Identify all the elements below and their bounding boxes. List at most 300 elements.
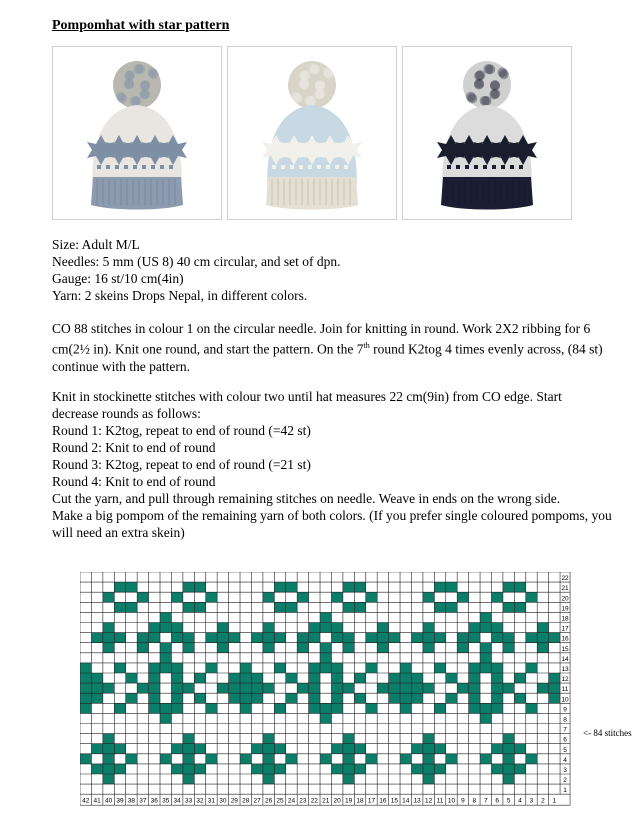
chart-stitch bbox=[526, 703, 537, 713]
chart-stitch bbox=[514, 744, 525, 754]
chart-stitch bbox=[137, 683, 148, 693]
chart-stitch bbox=[80, 703, 91, 713]
chart-stitch bbox=[126, 693, 137, 703]
chart-stitch bbox=[526, 592, 537, 602]
chart-stitch bbox=[423, 744, 434, 754]
chart-stitch bbox=[331, 592, 342, 602]
column-label: 13 bbox=[413, 797, 421, 805]
chart-stitch bbox=[251, 673, 262, 683]
row-label: 3 bbox=[563, 767, 567, 774]
chart-stitch bbox=[114, 602, 125, 612]
chart-stitch bbox=[503, 734, 514, 744]
chart-stitch bbox=[263, 633, 274, 643]
chart-stitch bbox=[309, 633, 320, 643]
chart-stitch bbox=[91, 683, 102, 693]
chart-stitch bbox=[160, 612, 171, 622]
row-label: 21 bbox=[561, 585, 569, 593]
hat-photo-1 bbox=[52, 46, 222, 220]
chart-stitch bbox=[91, 693, 102, 703]
chart-stitch bbox=[411, 633, 422, 643]
chart-stitch bbox=[286, 754, 297, 764]
chart-stitch bbox=[503, 774, 514, 784]
column-label: 34 bbox=[173, 797, 181, 805]
chart-stitch bbox=[114, 764, 125, 774]
column-label: 39 bbox=[116, 797, 124, 805]
column-label: 27 bbox=[253, 797, 261, 805]
chart-stitch bbox=[491, 673, 502, 683]
chart-stitch bbox=[457, 592, 468, 602]
chart-stitch bbox=[434, 764, 445, 774]
chart-stitch bbox=[549, 683, 560, 693]
chart-stitch bbox=[480, 653, 491, 663]
column-label: 10 bbox=[447, 797, 456, 805]
chart-stitch bbox=[389, 673, 400, 683]
chart-stitch bbox=[503, 633, 514, 643]
chart-stitch bbox=[320, 653, 331, 663]
chart-stitch bbox=[480, 663, 491, 673]
chart-stitch bbox=[423, 643, 434, 653]
chart-stitch bbox=[503, 744, 514, 754]
chart-stitch bbox=[343, 602, 354, 612]
chart-stitch bbox=[343, 643, 354, 653]
chart-stitch bbox=[343, 683, 354, 693]
chart-stitch bbox=[206, 663, 217, 673]
chart-stitch bbox=[229, 683, 240, 693]
chart-stitch bbox=[503, 602, 514, 612]
column-label: 37 bbox=[139, 797, 147, 805]
stockinette-line-2: decrease rounds as follows: bbox=[52, 406, 201, 421]
chart-stitch bbox=[469, 703, 480, 713]
chart-stitch bbox=[354, 602, 365, 612]
round-4: Round 4: Knit to end of round bbox=[52, 474, 216, 489]
chart-stitch bbox=[194, 602, 205, 612]
chart-stitch bbox=[149, 673, 160, 683]
chart-stitch bbox=[251, 764, 262, 774]
chart-stitch bbox=[354, 764, 365, 774]
chart-stitch bbox=[491, 683, 502, 693]
chart-stitch bbox=[354, 693, 365, 703]
chart-stitch bbox=[217, 643, 228, 653]
star-pattern-chart bbox=[80, 572, 576, 810]
chart-stitch bbox=[446, 582, 457, 592]
chart-stitch bbox=[286, 602, 297, 612]
chart-stitch bbox=[549, 633, 560, 643]
chart-stitch bbox=[423, 633, 434, 643]
column-label: 9 bbox=[461, 797, 465, 805]
chart-stitch bbox=[309, 663, 320, 673]
chart-stitch bbox=[114, 744, 125, 754]
chart-stitch bbox=[103, 754, 114, 764]
chart-stitch bbox=[91, 633, 102, 643]
row-label: 11 bbox=[561, 686, 569, 694]
column-label: 11 bbox=[436, 797, 444, 805]
chart-stitch bbox=[206, 633, 217, 643]
chart-stitch bbox=[297, 683, 308, 693]
chart-stitch bbox=[366, 592, 377, 602]
stitch-count-note: <- 84 stitches bbox=[583, 728, 632, 738]
chart-stitch bbox=[400, 673, 411, 683]
instructions-decrease bbox=[52, 388, 624, 541]
column-label: 18 bbox=[356, 797, 364, 805]
chart-stitch bbox=[103, 592, 114, 602]
row-label: 22 bbox=[561, 575, 569, 583]
chart-stitch bbox=[309, 693, 320, 703]
column-label: 1 bbox=[552, 797, 557, 805]
chart-stitch bbox=[274, 663, 285, 673]
chart-stitch bbox=[423, 623, 434, 633]
specifications bbox=[52, 236, 341, 304]
chart-stitch bbox=[491, 764, 502, 774]
chart-stitch bbox=[423, 734, 434, 744]
chart-stitch bbox=[251, 683, 262, 693]
column-label: 26 bbox=[264, 797, 273, 805]
chart-stitch bbox=[526, 633, 537, 643]
chart-stitch bbox=[240, 673, 251, 683]
chart-stitch bbox=[446, 693, 457, 703]
chart-stitch bbox=[446, 754, 457, 764]
chart-stitch bbox=[514, 602, 525, 612]
chart-stitch bbox=[309, 673, 320, 683]
chart-stitch bbox=[263, 643, 274, 653]
chart-stitch bbox=[514, 673, 525, 683]
chart-stitch bbox=[274, 703, 285, 713]
chart-stitch bbox=[240, 754, 251, 764]
column-label: 3 bbox=[529, 797, 534, 805]
chart-stitch bbox=[274, 633, 285, 643]
chart-stitch bbox=[206, 703, 217, 713]
chart-stitch bbox=[343, 744, 354, 754]
chart-stitch bbox=[286, 673, 297, 683]
chart-stitch bbox=[537, 623, 548, 633]
chart-stitch bbox=[160, 713, 171, 723]
chart-stitch bbox=[411, 673, 422, 683]
chart-stitch bbox=[331, 744, 342, 754]
chart-stitch bbox=[183, 683, 194, 693]
column-label: 5 bbox=[506, 797, 511, 805]
chart-stitch bbox=[377, 633, 388, 643]
column-label: 22 bbox=[310, 797, 318, 805]
chart-stitch bbox=[114, 582, 125, 592]
chart-stitch bbox=[194, 673, 205, 683]
column-label: 25 bbox=[276, 797, 284, 805]
chart-stitch bbox=[286, 693, 297, 703]
needles-line: Needles: 5 mm (US 8) 40 cm circular, and set of dpn. bbox=[52, 254, 341, 269]
chart-stitch bbox=[446, 673, 457, 683]
chart-stitch bbox=[434, 744, 445, 754]
chart-stitch bbox=[423, 754, 434, 764]
row-label: 1 bbox=[563, 787, 567, 795]
chart-stitch bbox=[91, 764, 102, 774]
chart-stitch bbox=[343, 764, 354, 774]
column-label: 31 bbox=[207, 797, 216, 805]
chart-stitch bbox=[491, 633, 502, 643]
chart-stitch bbox=[263, 734, 274, 744]
chart-stitch bbox=[366, 633, 377, 643]
column-label: 41 bbox=[93, 797, 101, 805]
chart-stitch bbox=[320, 663, 331, 673]
round-2: Round 2: Knit to end of round bbox=[52, 440, 216, 455]
column-label: 20 bbox=[333, 797, 341, 805]
chart-stitch bbox=[320, 703, 331, 713]
chart-stitch bbox=[480, 703, 491, 713]
cast-on-text-b: round K2tog 4 times evenly across, (84 st) continue with the pattern. bbox=[52, 341, 603, 374]
chart-stitch bbox=[126, 582, 137, 592]
chart-stitch bbox=[503, 764, 514, 774]
chart-stitch bbox=[240, 663, 251, 673]
chart-stitch bbox=[194, 744, 205, 754]
chart-stitch bbox=[171, 683, 182, 693]
chart-stitch bbox=[537, 683, 548, 693]
chart-stitch bbox=[320, 754, 331, 764]
chart-stitch bbox=[411, 744, 422, 754]
chart-stitch bbox=[366, 754, 377, 764]
chart-stitch bbox=[160, 623, 171, 633]
column-label: 17 bbox=[367, 797, 376, 805]
chart-stitch bbox=[160, 703, 171, 713]
chart-stitch bbox=[457, 643, 468, 653]
row-label: 17 bbox=[561, 625, 569, 633]
chart-stitch bbox=[149, 703, 160, 713]
chart-stitch bbox=[423, 764, 434, 774]
chart-stitch bbox=[206, 592, 217, 602]
chart-stitch bbox=[491, 744, 502, 754]
chart-stitch bbox=[377, 643, 388, 653]
chart-stitch bbox=[183, 744, 194, 754]
chart-stitch bbox=[331, 764, 342, 774]
round-3: Round 3: K2tog, repeat to end of round (=21 st) bbox=[52, 457, 311, 472]
chart-stitch bbox=[171, 744, 182, 754]
column-label: 40 bbox=[104, 797, 113, 805]
chart-stitch bbox=[434, 582, 445, 592]
yarn-line: Yarn: 2 skeins Drops Nepal, in different colors. bbox=[52, 288, 308, 303]
chart-stitch bbox=[183, 764, 194, 774]
chart-stitch bbox=[297, 633, 308, 643]
chart-stitch bbox=[194, 693, 205, 703]
chart-stitch bbox=[309, 703, 320, 713]
chart-stitch bbox=[171, 633, 182, 643]
chart-stitch bbox=[400, 693, 411, 703]
chart-stitch bbox=[263, 623, 274, 633]
chart-stitch bbox=[103, 774, 114, 784]
column-label: 16 bbox=[379, 797, 387, 805]
chart-stitch bbox=[320, 713, 331, 723]
chart-stitch bbox=[149, 693, 160, 703]
chart-stitch bbox=[91, 673, 102, 683]
chart-stitch bbox=[469, 633, 480, 643]
chart-stitch bbox=[240, 703, 251, 713]
chart-stitch bbox=[274, 744, 285, 754]
row-label: 13 bbox=[561, 666, 569, 673]
chart-stitch bbox=[549, 693, 560, 703]
chart-stitch bbox=[480, 754, 491, 764]
chart-stitch bbox=[423, 774, 434, 784]
chart-stitch bbox=[309, 623, 320, 633]
column-label: 19 bbox=[344, 797, 353, 805]
chart-stitch bbox=[411, 693, 422, 703]
chart-stitch bbox=[171, 693, 182, 703]
size-line: Size: Adult M/L bbox=[52, 237, 140, 252]
chart-stitch bbox=[331, 673, 342, 683]
chart-stitch bbox=[126, 673, 137, 683]
column-label: 28 bbox=[242, 797, 250, 805]
stockinette-line-1: Knit in stockinette stitches with colour two until hat measures 22 cm(9in) from CO edge. Start bbox=[52, 389, 562, 404]
cast-on-text-a: CO 88 stitches in colour 1 on the circular needle. Join for knitting in round. Work 2X2 ribbing for 6 cm(2½ in). Knit one round, and start the pattern. On the 7 bbox=[52, 321, 591, 357]
chart-stitch bbox=[194, 582, 205, 592]
chart-stitch bbox=[183, 602, 194, 612]
page-title: Pompomhat with star pattern bbox=[52, 18, 230, 33]
chart-stitch bbox=[229, 633, 240, 643]
chart-stitch bbox=[263, 683, 274, 693]
chart-stitch bbox=[320, 643, 331, 653]
chart-stitch bbox=[469, 623, 480, 633]
column-label: 42 bbox=[82, 797, 90, 805]
row-label: 19 bbox=[561, 605, 569, 613]
chart-stitch bbox=[491, 693, 502, 703]
chart-stitch bbox=[80, 673, 91, 683]
chart-stitch bbox=[114, 663, 125, 673]
chart-stitch bbox=[526, 663, 537, 673]
column-label: 7 bbox=[483, 797, 488, 805]
row-label: 6 bbox=[563, 736, 567, 744]
chart-stitch bbox=[297, 643, 308, 653]
chart-stitch bbox=[320, 612, 331, 622]
chart-stitch bbox=[171, 673, 182, 683]
column-label: 32 bbox=[196, 797, 204, 805]
chart-stitch bbox=[331, 693, 342, 703]
chart-stitch bbox=[537, 643, 548, 653]
chart-stitch bbox=[171, 623, 182, 633]
row-label: 16 bbox=[561, 635, 569, 643]
chart-stitch bbox=[480, 612, 491, 622]
column-label: 2 bbox=[541, 797, 545, 805]
gauge-line: Gauge: 16 st/10 cm(4in) bbox=[52, 271, 184, 286]
chart-stitch bbox=[400, 703, 411, 713]
chart-stitch bbox=[320, 623, 331, 633]
chart-stitch bbox=[160, 643, 171, 653]
row-label: 9 bbox=[563, 706, 567, 714]
chart-stitch bbox=[217, 623, 228, 633]
chart-stitch bbox=[411, 683, 422, 693]
chart-stitch bbox=[457, 633, 468, 643]
chart-stitch bbox=[480, 643, 491, 653]
chart-stitch bbox=[491, 592, 502, 602]
chart-stitch bbox=[503, 582, 514, 592]
chart-stitch bbox=[514, 764, 525, 774]
chart-stitch bbox=[469, 663, 480, 673]
row-label: 15 bbox=[561, 645, 569, 653]
chart-stitch bbox=[103, 764, 114, 774]
chart-stitch bbox=[343, 734, 354, 744]
chart-stitch bbox=[286, 582, 297, 592]
chart-stitch bbox=[526, 754, 537, 764]
chart-stitch bbox=[160, 653, 171, 663]
chart-stitch bbox=[411, 764, 422, 774]
chart-stitch bbox=[240, 693, 251, 703]
row-label: 7 bbox=[563, 726, 567, 734]
row-label: 14 bbox=[561, 655, 569, 663]
chart-stitch bbox=[171, 764, 182, 774]
column-label: 4 bbox=[518, 797, 522, 805]
chart-stitch bbox=[149, 623, 160, 633]
column-label: 15 bbox=[390, 797, 398, 805]
row-label: 5 bbox=[563, 746, 567, 754]
chart-stitch bbox=[149, 663, 160, 673]
chart-stitch bbox=[400, 683, 411, 693]
chart-stitch bbox=[389, 683, 400, 693]
chart-stitch bbox=[183, 734, 194, 744]
chart-stitch bbox=[137, 643, 148, 653]
column-label: 24 bbox=[287, 797, 296, 805]
chart-stitch bbox=[297, 592, 308, 602]
chart-stitch bbox=[343, 774, 354, 784]
chart-stitch bbox=[469, 693, 480, 703]
chart-stitch bbox=[549, 673, 560, 683]
chart-stitch bbox=[194, 764, 205, 774]
column-label: 29 bbox=[230, 797, 238, 805]
chart-stitch bbox=[103, 744, 114, 754]
chart-stitch bbox=[103, 633, 114, 643]
chart-stitch bbox=[434, 703, 445, 713]
chart-stitch bbox=[469, 673, 480, 683]
chart-stitch bbox=[263, 774, 274, 784]
chart-stitch bbox=[229, 673, 240, 683]
row-label: 8 bbox=[563, 716, 567, 724]
chart-stitch bbox=[183, 643, 194, 653]
column-label: 6 bbox=[495, 797, 500, 805]
chart-stitch bbox=[343, 754, 354, 764]
chart-stitch bbox=[274, 764, 285, 774]
chart-stitch bbox=[171, 592, 182, 602]
chart-stitch bbox=[149, 633, 160, 643]
chart-stitch bbox=[91, 744, 102, 754]
chart-stitch bbox=[183, 582, 194, 592]
chart-stitch bbox=[149, 683, 160, 693]
round-1: Round 1: K2tog, repeat to end of round (=42 st) bbox=[52, 423, 311, 438]
column-label: 14 bbox=[402, 797, 410, 805]
chart-stitch bbox=[354, 673, 365, 683]
chart-stitch bbox=[491, 703, 502, 713]
chart-stitch bbox=[251, 693, 262, 703]
chart-stitch bbox=[251, 633, 262, 643]
chart-stitch bbox=[309, 683, 320, 693]
column-label: 8 bbox=[472, 797, 477, 805]
chart-stitch bbox=[331, 663, 342, 673]
chart-stitch bbox=[331, 633, 342, 643]
row-label: 10 bbox=[561, 696, 569, 704]
chart-stitch bbox=[183, 774, 194, 784]
chart-stitch bbox=[171, 663, 182, 673]
column-label: 12 bbox=[424, 797, 433, 805]
instructions-cast-on bbox=[52, 320, 624, 375]
column-label: 33 bbox=[184, 797, 193, 805]
chart-stitch bbox=[389, 693, 400, 703]
chart-stitch bbox=[263, 592, 274, 602]
chart-stitch bbox=[491, 623, 502, 633]
chart-stitch bbox=[137, 633, 148, 643]
chart-stitch bbox=[366, 663, 377, 673]
chart-stitch bbox=[103, 683, 114, 693]
row-label: 12 bbox=[561, 676, 569, 684]
chart-stitch bbox=[126, 754, 137, 764]
chart-stitch bbox=[343, 633, 354, 643]
chart-stitch bbox=[229, 693, 240, 703]
chart-stitch bbox=[80, 663, 91, 673]
row-label: 4 bbox=[563, 756, 567, 764]
chart-stitch bbox=[366, 703, 377, 713]
chart-stitch bbox=[114, 633, 125, 643]
chart-stitch bbox=[331, 683, 342, 693]
column-label: 30 bbox=[219, 797, 227, 805]
